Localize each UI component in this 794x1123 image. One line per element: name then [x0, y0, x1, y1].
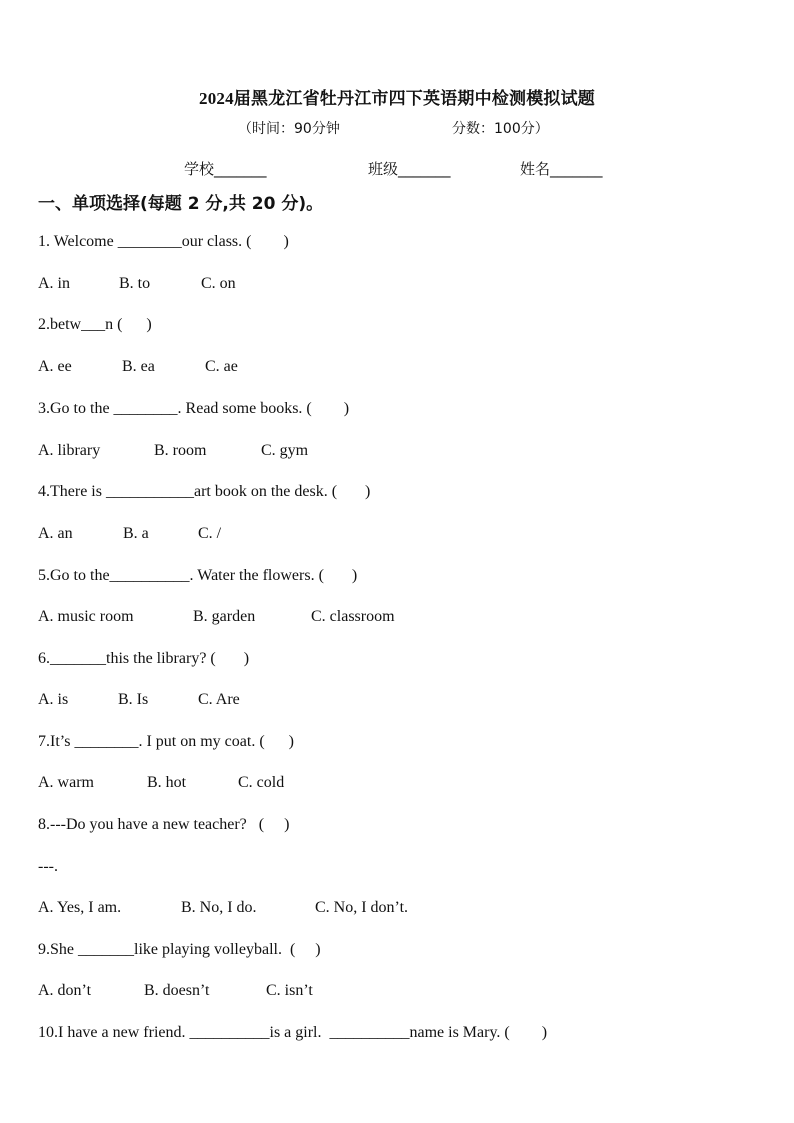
question-4: 4.There is ___________art book on the desk. ( ) [38, 483, 371, 500]
option-c: C. on [201, 275, 236, 292]
option-b: B. to [119, 275, 151, 292]
question-9: 9.She _______like playing volleyball. ( ) [38, 941, 321, 958]
option-a: A. music room [38, 608, 134, 625]
option-c: C. / [198, 525, 222, 542]
name-field: 姓名_______ [520, 160, 603, 178]
exam-score: 分数：100分） [452, 121, 549, 137]
option-c: C. classroom [311, 608, 395, 625]
option-a: A. an [38, 525, 73, 542]
option-c: C. Are [198, 691, 240, 708]
section-heading: 一、单项选择(每题 2 分,共 20 分)。 [38, 194, 324, 214]
option-b: B. garden [193, 608, 256, 625]
option-a: A. warm [38, 774, 94, 791]
class-field: 班级_______ [368, 160, 451, 178]
school-field: 学校_______ [184, 160, 267, 178]
option-b: B. room [154, 442, 207, 459]
option-a: A. library [38, 442, 101, 459]
option-c: C. ae [205, 358, 238, 375]
option-c: C. No, I don’t. [315, 899, 409, 916]
option-a: A. in [38, 275, 70, 292]
option-b: B. hot [147, 774, 187, 791]
exam-time: （时间：90分钟 [238, 121, 340, 137]
option-b: B. a [123, 525, 149, 542]
question-2: 2.betw___n ( ) [38, 316, 152, 333]
question-8: 8.---Do you have a new teacher? ( ) [38, 816, 290, 833]
question-1: 1. Welcome ________our class. ( ) [38, 233, 289, 250]
option-b: B. Is [118, 691, 149, 708]
page-title: 2024届黑龙江省牡丹江市四下英语期中检测模拟试题 [199, 89, 595, 108]
question-10: 10.I have a new friend. __________is a girl. __________name is Mary. ( ) [38, 1024, 548, 1041]
option-b: B. ea [122, 358, 155, 375]
question-6: 6._______this the library? ( ) [38, 650, 250, 667]
option-c: C. isn’t [266, 982, 313, 999]
question-5: 5.Go to the__________. Water the flowers. ( ) [38, 567, 358, 584]
option-b: B. No, I do. [181, 899, 257, 916]
question-3: 3.Go to the ________. Read some books. ( ) [38, 400, 350, 417]
question-7: 7.It’s ________. I put on my coat. ( ) [38, 733, 294, 750]
option-c: C. cold [238, 774, 285, 791]
option-b: B. doesn’t [144, 982, 210, 999]
option-a: A. don’t [38, 982, 92, 999]
option-c: C. gym [261, 442, 309, 459]
option-a: A. Yes, I am. [38, 899, 122, 916]
option-a: A. ee [38, 358, 72, 375]
question-8-reply: ---. [38, 858, 58, 875]
option-a: A. is [38, 691, 69, 708]
